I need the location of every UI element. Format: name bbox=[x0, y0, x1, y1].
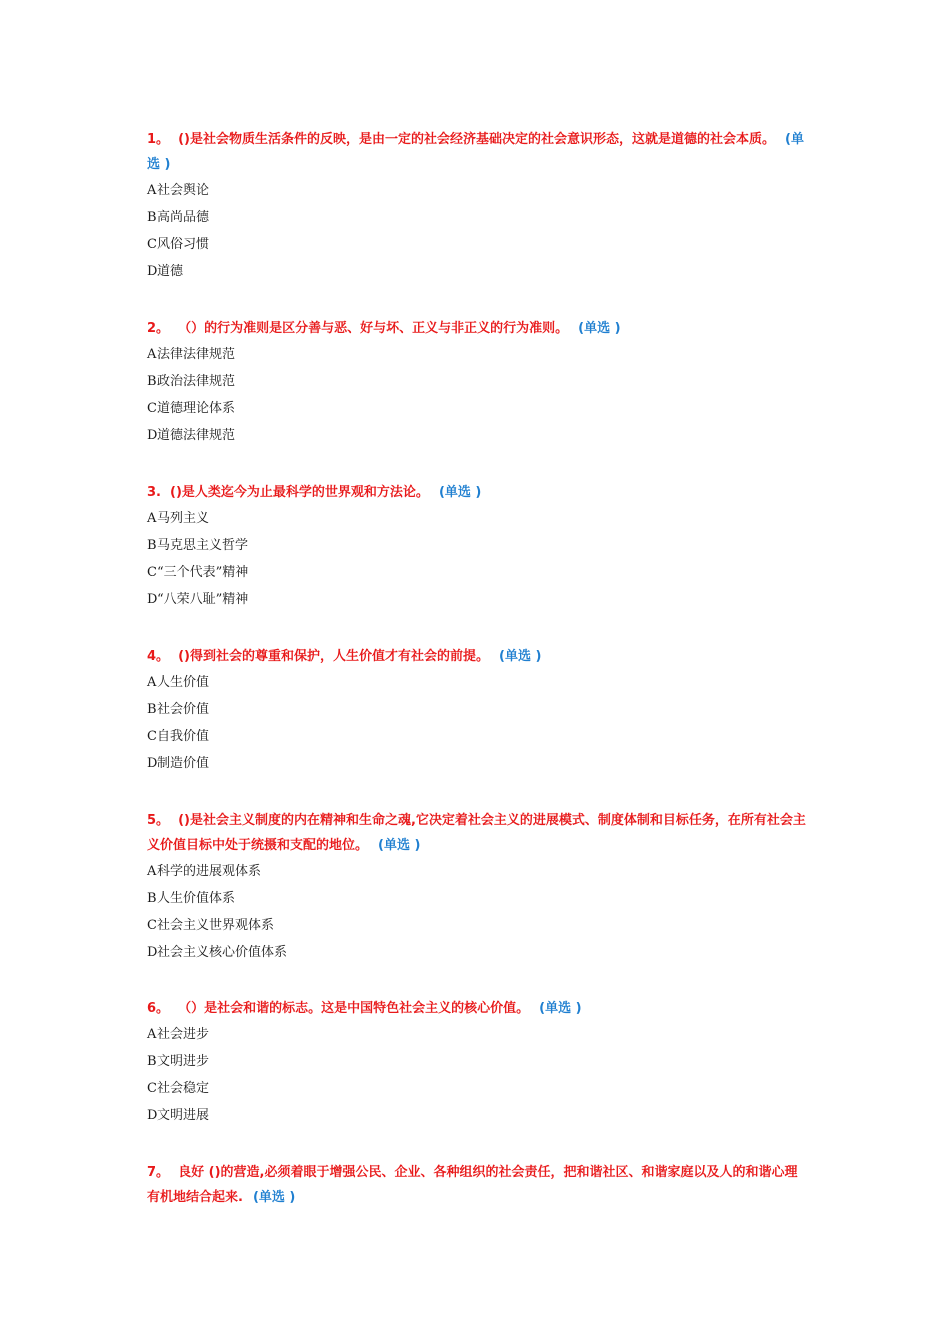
option-text: 社会舆论 bbox=[157, 183, 210, 198]
option-letter: A bbox=[147, 1027, 157, 1042]
question-3 bbox=[147, 480, 807, 613]
question-text bbox=[147, 1160, 807, 1210]
option-text: 高尚品德 bbox=[157, 210, 210, 225]
option-letter: B bbox=[147, 210, 157, 225]
option-letter: B bbox=[147, 702, 157, 717]
question-type-tag: (单选 ) bbox=[499, 649, 542, 664]
option-text: 道德 bbox=[157, 264, 184, 279]
question-7 bbox=[147, 1160, 807, 1210]
question-text bbox=[147, 644, 807, 669]
option-text: “三个代表”精神 bbox=[157, 565, 249, 580]
option-letter: A bbox=[147, 675, 157, 690]
question-number: 2。 bbox=[147, 321, 170, 336]
question-number: 5。 bbox=[147, 813, 170, 828]
option-letter: C bbox=[147, 565, 157, 580]
option-b bbox=[147, 532, 807, 559]
option-letter: B bbox=[147, 891, 157, 906]
option-letter: D bbox=[147, 1108, 158, 1123]
question-stem: ()是人类迄今为止最科学的世界观和方法论。 bbox=[170, 485, 429, 500]
option-letter: C bbox=[147, 237, 157, 252]
option-letter: C bbox=[147, 1081, 157, 1096]
option-letter: A bbox=[147, 864, 157, 879]
option-b bbox=[147, 204, 807, 231]
option-letter: B bbox=[147, 374, 157, 389]
question-text bbox=[147, 808, 807, 858]
option-text: 人生价值 bbox=[157, 675, 210, 690]
option-d bbox=[147, 939, 807, 966]
option-letter: D bbox=[147, 945, 158, 960]
question-2 bbox=[147, 316, 807, 449]
question-stem: （）的行为准则是区分善与恶、好与坏、正义与非正义的行为准则。 bbox=[178, 321, 569, 336]
option-a bbox=[147, 1021, 807, 1048]
option-c bbox=[147, 912, 807, 939]
option-a bbox=[147, 341, 807, 368]
option-text: 自我价值 bbox=[157, 729, 210, 744]
question-1 bbox=[147, 127, 807, 285]
option-text: 法律法律规范 bbox=[157, 347, 236, 362]
option-text: 文明进展 bbox=[157, 1108, 210, 1123]
option-letter: D bbox=[147, 264, 158, 279]
option-letter: A bbox=[147, 183, 157, 198]
option-text: 社会稳定 bbox=[157, 1081, 210, 1096]
option-text: 马克思主义哲学 bbox=[157, 538, 249, 553]
option-a bbox=[147, 177, 807, 204]
option-b bbox=[147, 1048, 807, 1075]
option-c bbox=[147, 1075, 807, 1102]
question-type-tag: (单选 ) bbox=[147, 132, 804, 172]
option-text: 文明进步 bbox=[157, 1054, 210, 1069]
option-c bbox=[147, 559, 807, 586]
question-stem: 良好 ()的营造,必须着眼于增强公民、企业、各种组织的社会责任，把和谐社区、和谐家庭以及人的和谐心理有机地结合起来. bbox=[147, 1165, 798, 1205]
option-d bbox=[147, 586, 807, 613]
question-stem: （）是社会和谐的标志。这是中国特色社会主义的核心价值。 bbox=[178, 1001, 530, 1016]
question-number: 4。 bbox=[147, 649, 170, 664]
option-letter: C bbox=[147, 729, 157, 744]
option-c bbox=[147, 723, 807, 750]
option-c bbox=[147, 231, 807, 258]
option-d bbox=[147, 1102, 807, 1129]
option-text: 科学的进展观体系 bbox=[157, 864, 262, 879]
option-text: 道德法律规范 bbox=[157, 428, 236, 443]
option-letter: A bbox=[147, 511, 157, 526]
option-b bbox=[147, 696, 807, 723]
question-type-tag: (单选 ) bbox=[438, 485, 482, 500]
option-letter: A bbox=[147, 347, 157, 362]
option-c bbox=[147, 395, 807, 422]
question-number: 7。 bbox=[147, 1165, 170, 1180]
question-stem: ()是社会物质生活条件的反映，是由一定的社会经济基础决定的社会意识形态，这就是道德的社会本质。 bbox=[178, 132, 775, 147]
question-type-tag: (单选 ) bbox=[578, 321, 621, 336]
question-type-tag: (单选 ) bbox=[252, 1190, 296, 1205]
option-text: 制造价值 bbox=[157, 756, 210, 771]
question-number: 1。 bbox=[147, 132, 170, 147]
option-text: 社会主义世界观体系 bbox=[157, 918, 275, 933]
option-letter: B bbox=[147, 1054, 157, 1069]
question-text bbox=[147, 480, 807, 505]
question-type-tag: (单选 ) bbox=[539, 1001, 582, 1016]
question-text bbox=[147, 316, 807, 341]
option-d bbox=[147, 258, 807, 285]
option-text: 政治法律规范 bbox=[157, 374, 236, 389]
option-text: 人生价值体系 bbox=[157, 891, 236, 906]
option-text: “八荣八耻”精神 bbox=[157, 592, 249, 607]
option-letter: D bbox=[147, 592, 158, 607]
question-type-tag: (单选 ) bbox=[378, 838, 421, 853]
option-text: 社会价值 bbox=[157, 702, 210, 717]
option-letter: D bbox=[147, 428, 158, 443]
option-a bbox=[147, 505, 807, 532]
question-stem: ()得到社会的尊重和保护，人生价值才有社会的前提。 bbox=[178, 649, 489, 664]
question-6 bbox=[147, 996, 807, 1129]
option-text: 道德理论体系 bbox=[157, 401, 236, 416]
option-text: 社会主义核心价值体系 bbox=[157, 945, 288, 960]
question-text bbox=[147, 127, 807, 177]
option-text: 社会进步 bbox=[157, 1027, 210, 1042]
question-number: 6。 bbox=[147, 1001, 170, 1016]
option-d bbox=[147, 422, 807, 449]
option-a bbox=[147, 858, 807, 885]
option-d bbox=[147, 750, 807, 777]
option-letter: D bbox=[147, 756, 158, 771]
question-number: 3. bbox=[147, 485, 161, 500]
question-4 bbox=[147, 644, 807, 777]
option-b bbox=[147, 368, 807, 395]
question-stem: ()是社会主义制度的内在精神和生命之魂,它决定着社会主义的进展模式、制度体制和目标任务，在所有社会主义价值目标中处于统摄和支配的地位。 bbox=[147, 813, 806, 853]
question-text bbox=[147, 996, 807, 1021]
option-letter: C bbox=[147, 401, 157, 416]
option-text: 风俗习惯 bbox=[157, 237, 210, 252]
question-5 bbox=[147, 808, 807, 966]
option-text: 马列主义 bbox=[157, 511, 210, 526]
option-letter: C bbox=[147, 918, 157, 933]
option-letter: B bbox=[147, 538, 157, 553]
option-a bbox=[147, 669, 807, 696]
option-b bbox=[147, 885, 807, 912]
